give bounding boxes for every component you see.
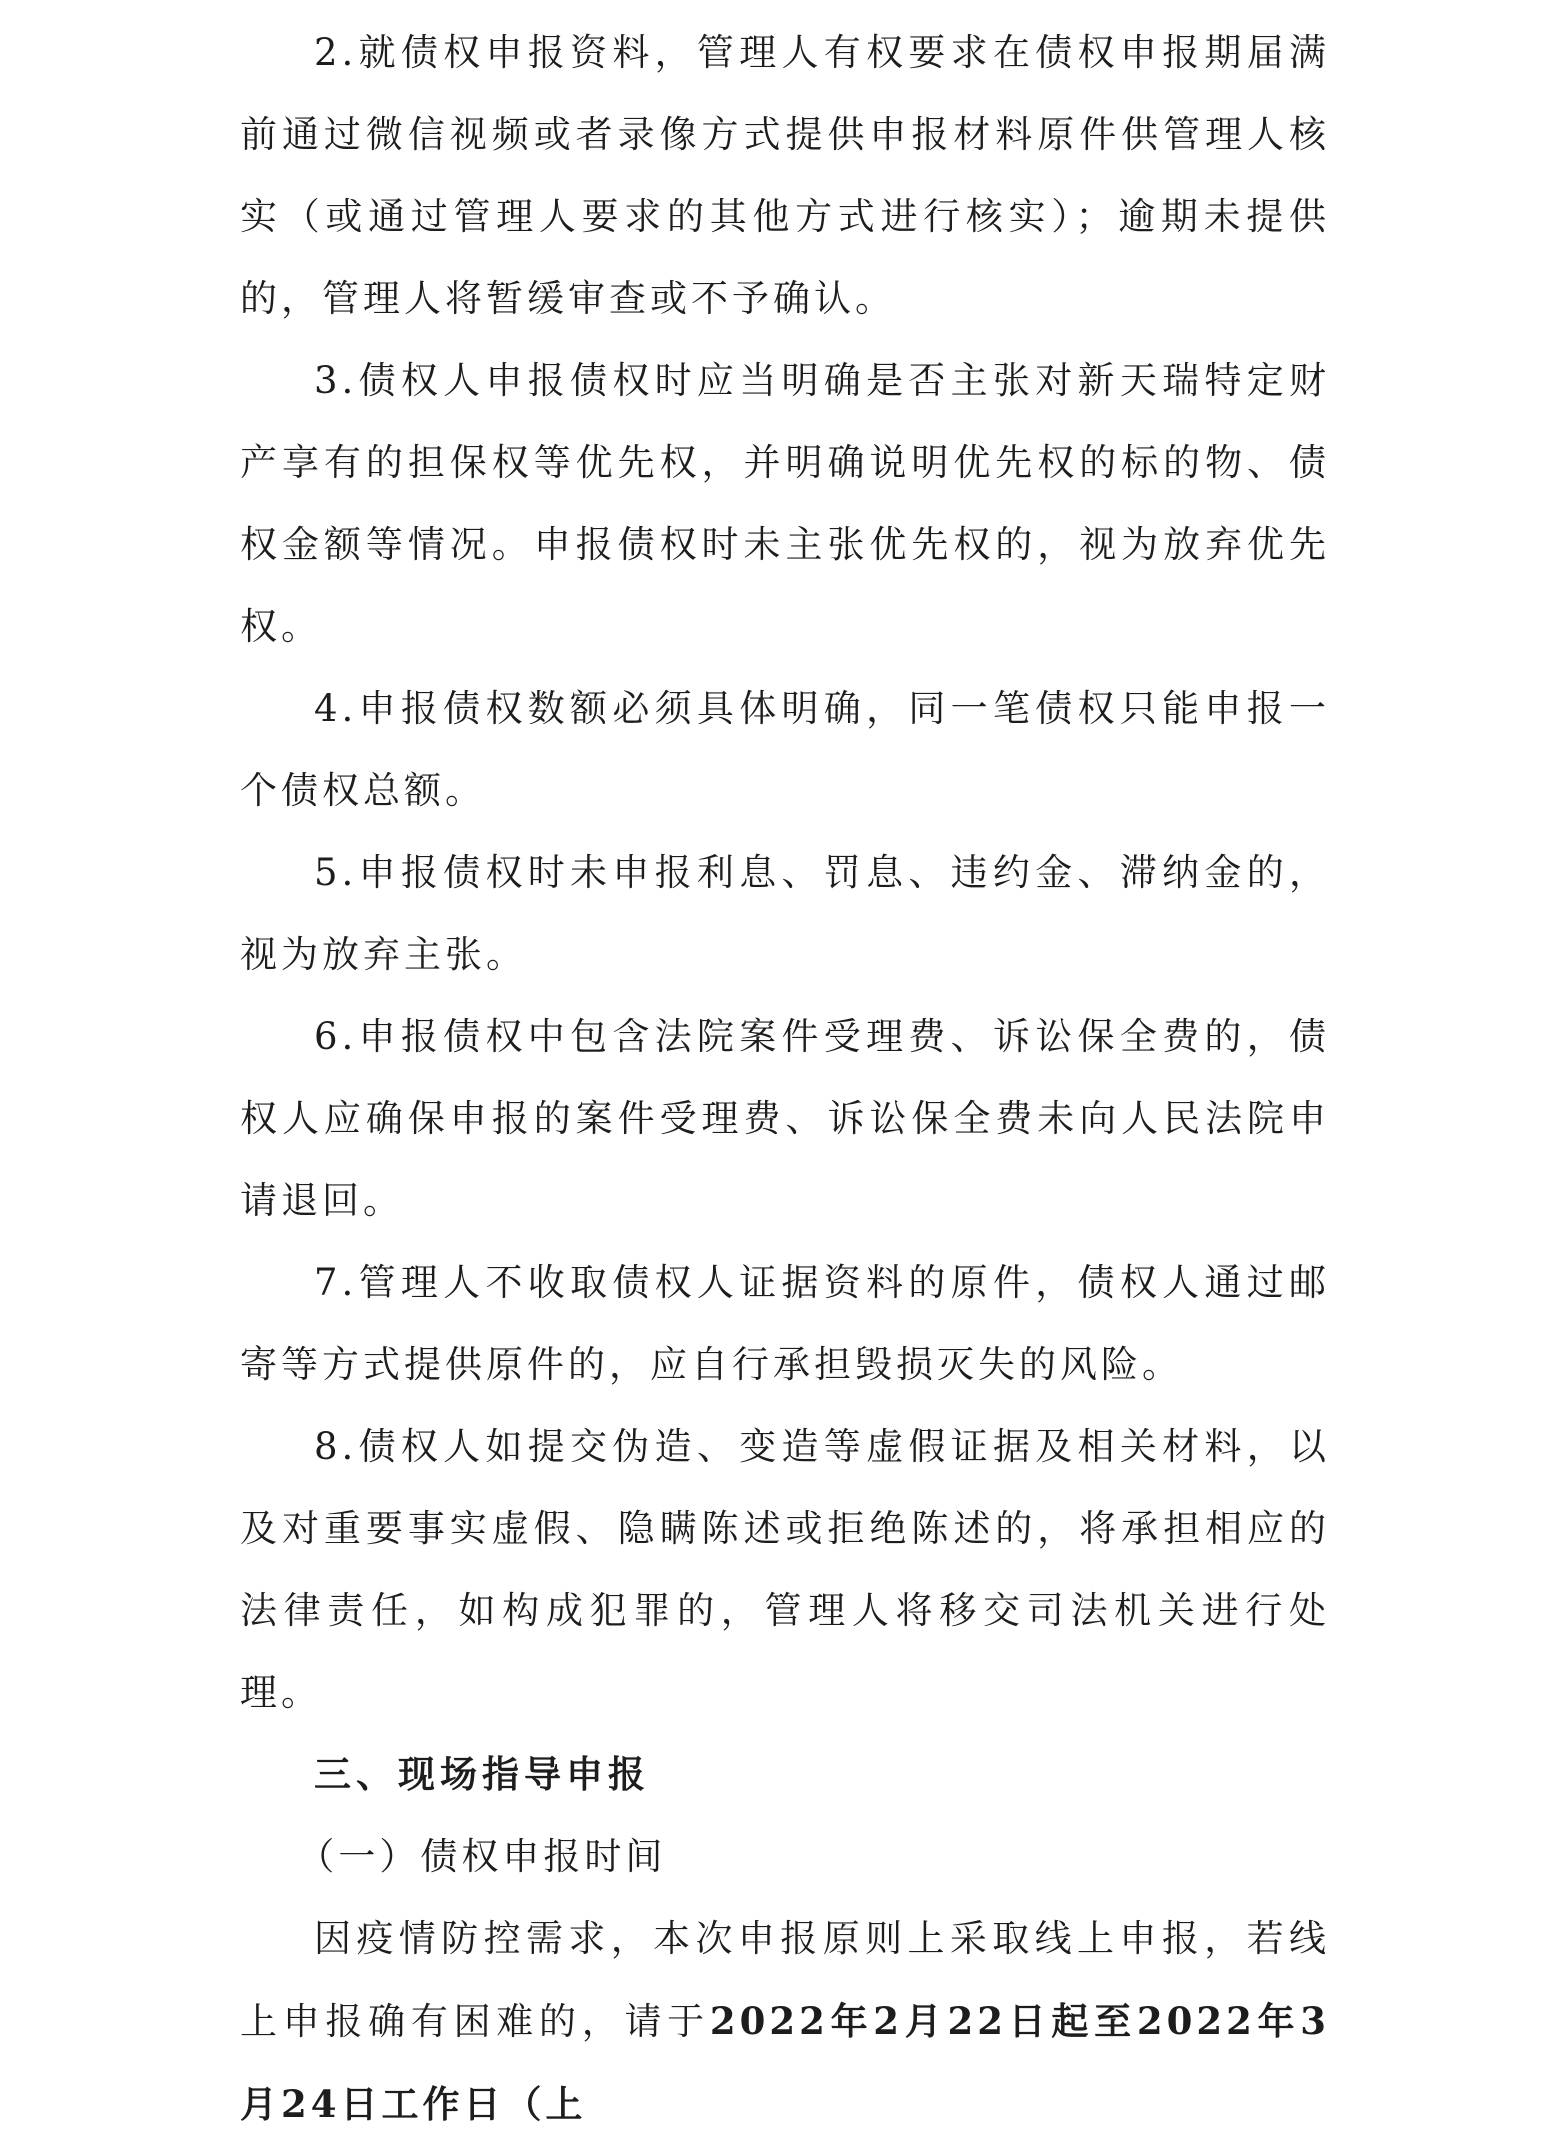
paragraph-item-5: 5.申报债权时未申报利息、罚息、违约金、滞纳金的，视为放弃主张。 <box>240 851 1330 976</box>
paragraph-item-3: 3.债权人申报债权时应当明确是否主张对新天瑞特定财产享有的担保权等优先权，并明确说明优先权的标的物、债权金额等情况。申报债权时未主张优先权的，视为放弃优先权。 <box>240 359 1330 648</box>
section-heading: 三、现场指导申报 <box>314 1753 650 1796</box>
paragraph-item-7: 7.管理人不收取债权人证据资料的原件，债权人通过邮寄等方式提供原件的，应自行承担毁损灭失的风险。 <box>240 1261 1330 1386</box>
final-paragraph <box>240 1898 1330 2146</box>
sub-heading: （一）债权申报时间 <box>297 1835 667 1878</box>
paragraph-item-2: 2.就债权申报资料，管理人有权要求在债权申报期届满前通过微信视频或者录像方式提供申报材料原件供管理人核实（或通过管理人要求的其他方式进行核实）；逾期未提供的，管理人将暂缓审查或不予确认。 <box>240 31 1330 320</box>
paragraph-item-4: 4.申报债权数额必须具体明确，同一笔债权只能申报一个债权总额。 <box>240 687 1330 812</box>
paragraph-item-6: 6.申报债权中包含法院案件受理费、诉讼保全费的，债权人应确保申报的案件受理费、诉讼保全费未向人民法院申请退回。 <box>240 1015 1330 1222</box>
final-paragraph-part2: 起至 <box>1051 1999 1137 2043</box>
document-body <box>240 12 1330 2146</box>
final-paragraph-part3: 工作日（上 <box>381 2082 587 2126</box>
final-paragraph-part1: 因疫情防控需求，本次申报原则上采取线上申报，若线上申报确有困难的，请于 <box>240 1917 1330 2043</box>
date-start: 2022年2月22日 <box>709 1999 1052 2043</box>
date-end: 2022年3月24日 <box>240 1999 1331 2126</box>
paragraph-item-8: 8.债权人如提交伪造、变造等虚假证据及相关材料，以及对重要事实虚假、隐瞒陈述或拒绝陈述的，将承担相应的法律责任，如构成犯罪的，管理人将移交司法机关进行处理。 <box>240 1425 1330 1714</box>
